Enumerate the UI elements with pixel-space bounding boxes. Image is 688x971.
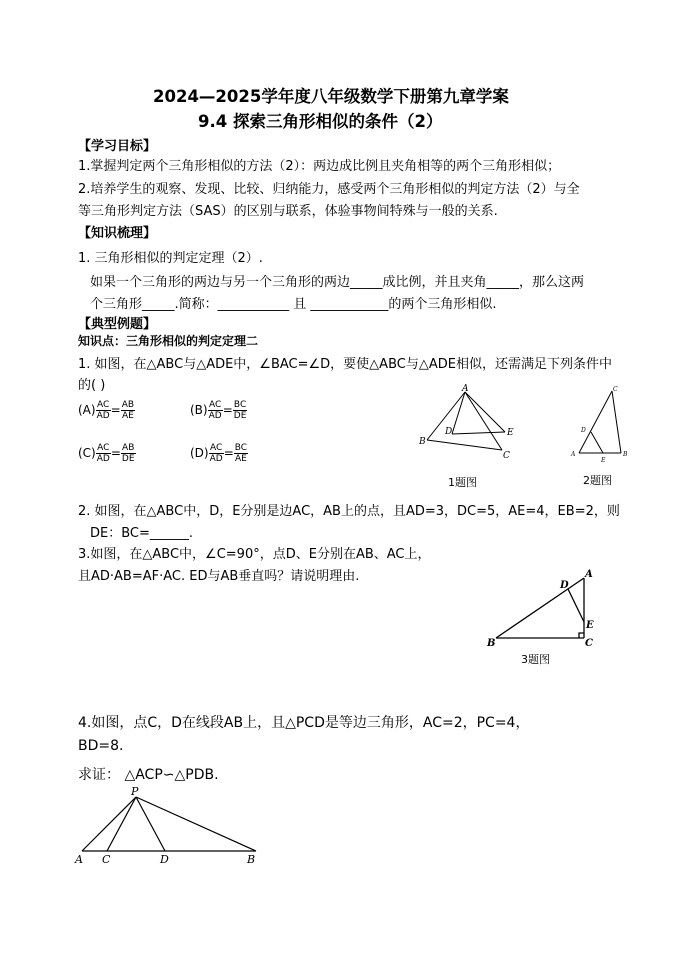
fig2-label-a: A	[571, 451, 576, 458]
figure-4	[72, 784, 272, 866]
fig4-label-d: D	[160, 853, 169, 866]
fig4-label-b: B	[247, 853, 256, 866]
fig4-label-a: A	[75, 853, 83, 866]
figure-3-caption: 3题图	[521, 653, 550, 666]
knowledge-1: 1. 三角形相似的判定定理（2）.	[78, 251, 263, 266]
fig3-label-b: B	[487, 638, 496, 649]
question-4-proof: 求证： △ACP∽△PDB.	[78, 767, 219, 783]
fig3-label-a: A	[585, 569, 593, 580]
knowledge-2: 如果一个三角形的两边与另一个三角形的两边_____成比例，并且夹角_____，那么这两	[90, 275, 585, 290]
examples-heading: 【典型例题】	[78, 317, 157, 332]
fig2-label-d: D	[581, 427, 586, 434]
fig2-label-c: C	[613, 386, 618, 393]
fig3-label-e: E	[586, 620, 594, 631]
figure-1-caption: 1题图	[448, 476, 477, 489]
question-2-cont: DE：BC=______.	[90, 526, 194, 541]
question-3-cont: 且AD·AB=AF·AC. ED与AB垂直吗？请说明理由.	[78, 569, 360, 584]
question-4: 4.如图，点C，D在线段AB上，且△PCD是等边三角形，AC=2，PC=4，	[78, 715, 530, 731]
fig1-label-d: D	[445, 427, 453, 437]
fig1-label-e: E	[507, 428, 514, 438]
fig2-label-e: E	[601, 457, 606, 463]
option-d[interactable]: (D) $\frac{AC}{AD}$ = $\frac{BC}{AE}$	[190, 443, 248, 464]
knowledge-point: 知识点：三角形相似的判定定理二	[78, 334, 259, 348]
goal-1: 1.掌握判定两个三角形相似的方法（2）：两边成比例且夹角相等的两个三角形相似；	[78, 159, 561, 174]
question-3: 3.如图，在△ABC中，∠C=90°，点D、E分别在AB、AC上，	[78, 547, 431, 562]
option-a[interactable]: (A) $\frac{AC}{AD}$ = $\frac{AB}{AE}$	[78, 400, 135, 421]
knowledge-3: 个三角形_____.简称：___________ 且 ____________的两个三角形相似.	[90, 297, 497, 312]
knowledge-heading: 【知识梳理】	[78, 226, 157, 241]
option-c[interactable]: (C) $\frac{AC}{AD}$ = $\frac{AB}{DE}$	[78, 443, 135, 464]
fig1-label-c: C	[503, 451, 510, 461]
goal-2-cont: 等三角形判定方法（SAS）的区别与联系，体验事物间特殊与一般的关系.	[78, 204, 498, 219]
fig4-label-c: C	[102, 853, 111, 866]
lesson-title: 9.4 探索三角形相似的条件（2）	[198, 112, 443, 131]
goals-heading: 【学习目标】	[78, 139, 157, 154]
figure-2-caption: 2题图	[583, 474, 612, 487]
figure-1	[415, 382, 525, 462]
figure-2	[566, 383, 636, 463]
fig3-label-c: C	[585, 638, 593, 649]
goal-2: 2.培养学生的观察、发现、比较、归纳能力，感受两个三角形相似的判定方法（2）与全	[78, 182, 580, 197]
question-1: 1. 如图，在△ABC与△ADE中，∠BAC=∠D，要使△ABC与△ADE相似，还需满足下列条件中	[78, 357, 612, 372]
fig3-label-d: D	[560, 580, 569, 591]
question-2: 2. 如图，在△ABC中，D，E分别是边AC，AB上的点，且AD=3，DC=5，AE=4，EB=2，则	[78, 504, 620, 519]
fig4-label-p: P	[131, 785, 139, 798]
fig2-label-b: B	[623, 451, 628, 458]
document-title: 2024—2025学年度八年级数学下册第九章学案	[153, 87, 509, 106]
fig1-label-a: A	[462, 384, 469, 394]
option-b[interactable]: (B) $\frac{AC}{AD}$ = $\frac{BC}{DE}$	[190, 400, 247, 421]
question-4-cont: BD=8.	[78, 738, 124, 754]
question-1-cont: 的( )	[78, 378, 106, 393]
figure-3	[484, 560, 604, 652]
fig1-label-b: B	[419, 437, 426, 447]
